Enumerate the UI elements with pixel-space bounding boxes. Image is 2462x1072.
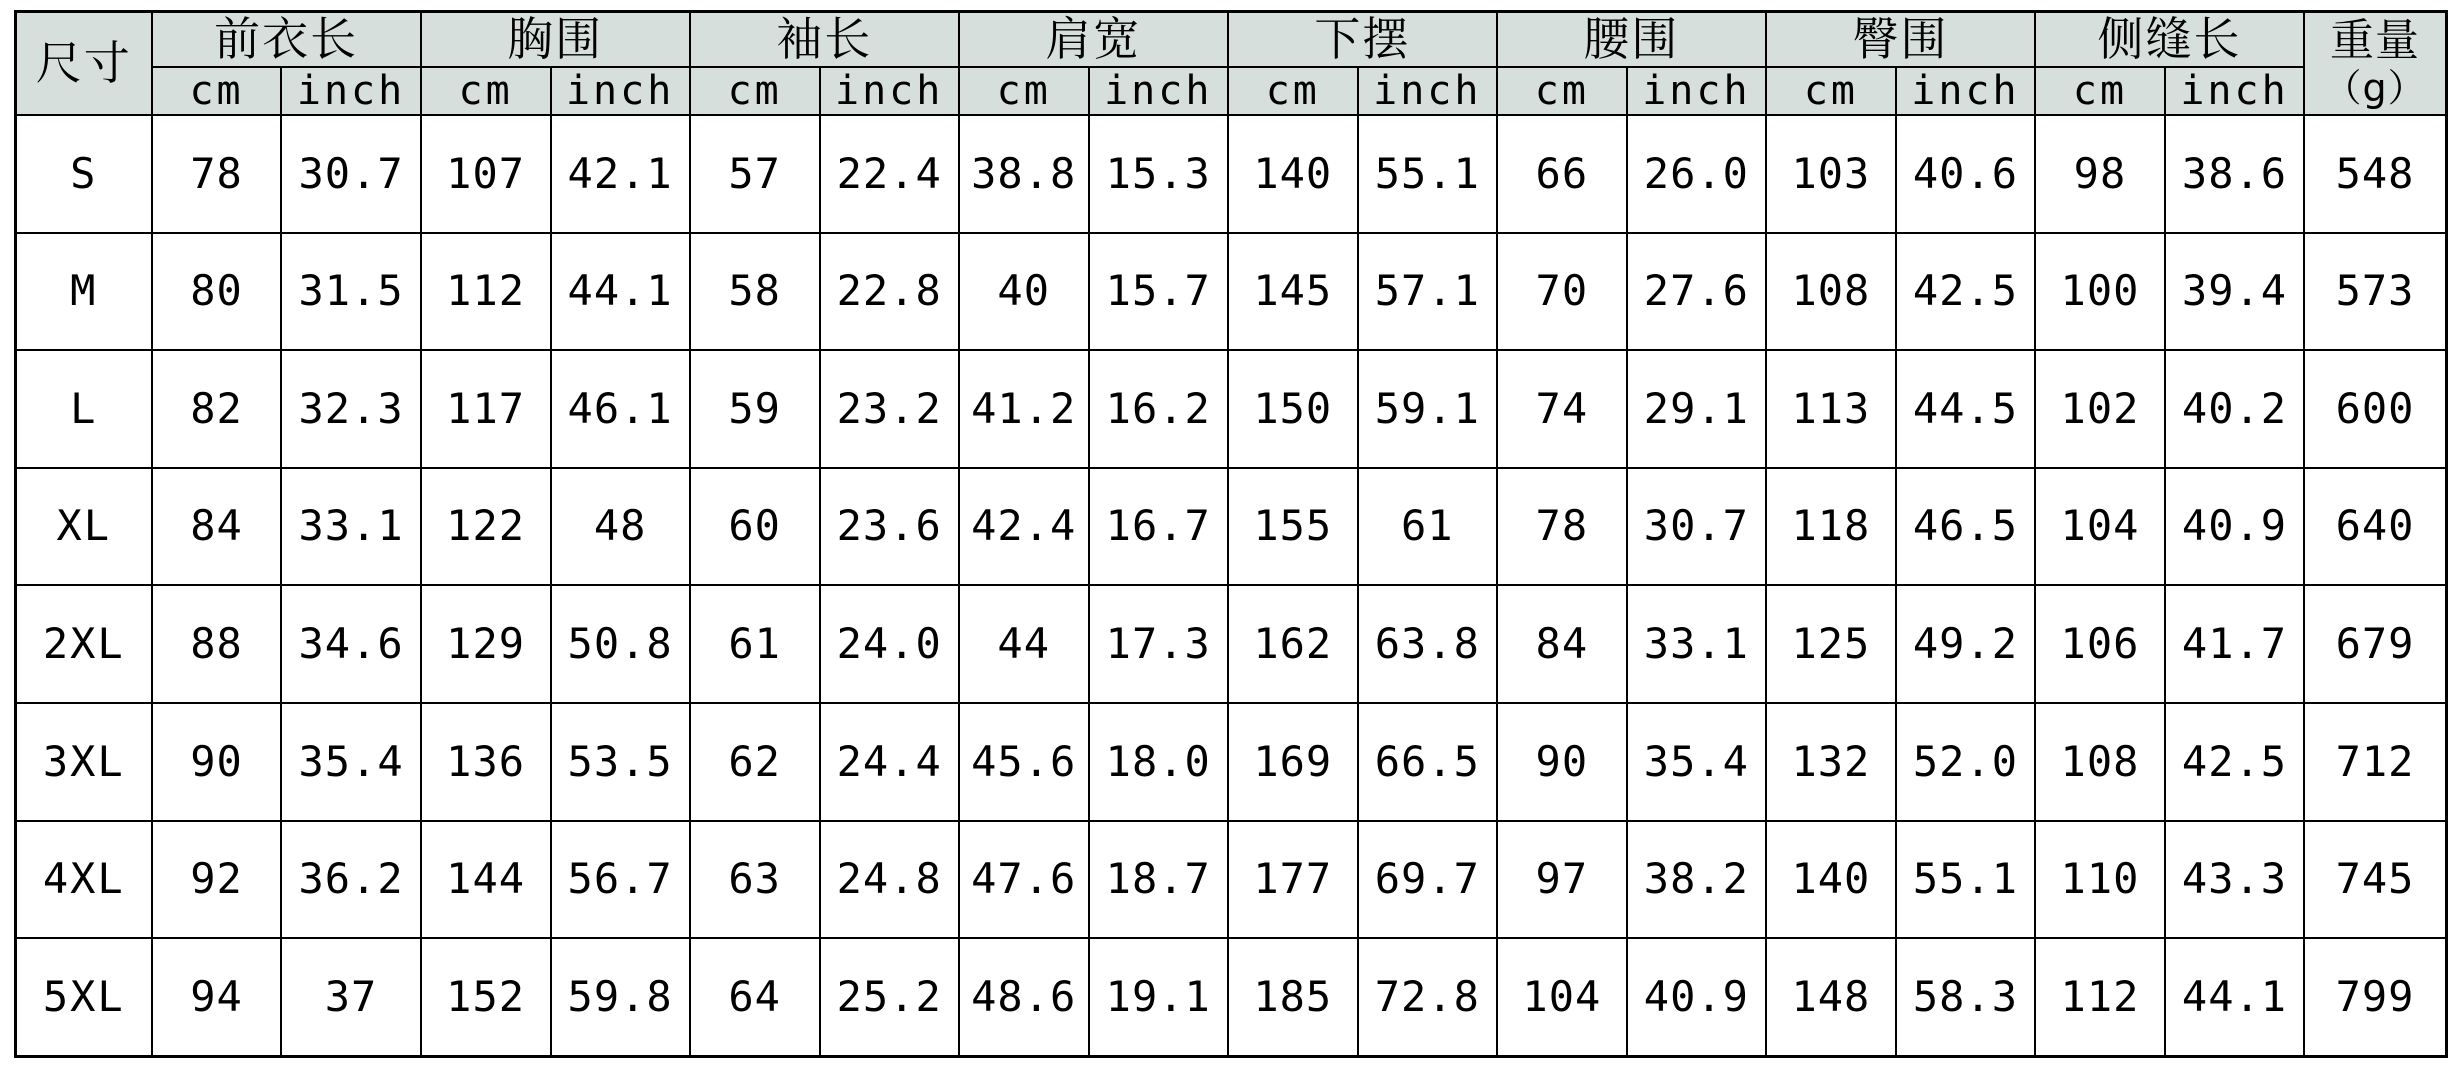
measurement-cell: 30.7 bbox=[1627, 468, 1766, 586]
unit-header-cm-3: cm bbox=[690, 67, 820, 115]
measurement-cell: 58 bbox=[690, 233, 820, 351]
measurement-cell: 69.7 bbox=[1358, 821, 1497, 939]
measurement-cell: 55.1 bbox=[1358, 115, 1497, 233]
unit-header-cm-7: cm bbox=[1766, 67, 1896, 115]
measurement-cell: 108 bbox=[1766, 233, 1896, 351]
measurement-cell: 56.7 bbox=[551, 821, 690, 939]
measurement-cell: 42.1 bbox=[551, 115, 690, 233]
measurement-cell: 103 bbox=[1766, 115, 1896, 233]
unit-header-cm-2: cm bbox=[421, 67, 551, 115]
unit-header-inch-2: inch bbox=[551, 67, 690, 115]
measurement-cell: 40.6 bbox=[1896, 115, 2035, 233]
weight-cell: 712 bbox=[2304, 703, 2446, 821]
size-label-cell: XL bbox=[16, 468, 152, 586]
table-row bbox=[16, 468, 2447, 586]
unit-header-cm-6: cm bbox=[1497, 67, 1627, 115]
measurement-cell: 57 bbox=[690, 115, 820, 233]
measurement-cell: 18.7 bbox=[1089, 821, 1228, 939]
size-label-cell: M bbox=[16, 233, 152, 351]
measurement-cell: 48 bbox=[551, 468, 690, 586]
measurement-cell: 106 bbox=[2035, 585, 2165, 703]
measurement-cell: 15.7 bbox=[1089, 233, 1228, 351]
unit-header-inch-8: inch bbox=[2165, 67, 2304, 115]
group-header-chest: 胸围 bbox=[421, 12, 690, 67]
measurement-cell: 25.2 bbox=[820, 938, 959, 1056]
weight-unit-label: （g） bbox=[2323, 65, 2427, 110]
measurement-cell: 36.2 bbox=[281, 821, 420, 939]
measurement-cell: 44.1 bbox=[2165, 938, 2304, 1056]
measurement-cell: 78 bbox=[152, 115, 282, 233]
measurement-cell: 41.7 bbox=[2165, 585, 2304, 703]
measurement-cell: 63 bbox=[690, 821, 820, 939]
measurement-cell: 145 bbox=[1228, 233, 1358, 351]
measurement-cell: 90 bbox=[152, 703, 282, 821]
unit-header-inch-7: inch bbox=[1896, 67, 2035, 115]
measurement-cell: 53.5 bbox=[551, 703, 690, 821]
measurement-cell: 42.4 bbox=[959, 468, 1089, 586]
measurement-cell: 48.6 bbox=[959, 938, 1089, 1056]
weight-cell: 679 bbox=[2304, 585, 2446, 703]
measurement-cell: 43.3 bbox=[2165, 821, 2304, 939]
measurement-cell: 110 bbox=[2035, 821, 2165, 939]
measurement-cell: 31.5 bbox=[281, 233, 420, 351]
measurement-cell: 38.2 bbox=[1627, 821, 1766, 939]
measurement-cell: 108 bbox=[2035, 703, 2165, 821]
measurement-cell: 58.3 bbox=[1896, 938, 2035, 1056]
measurement-cell: 84 bbox=[1497, 585, 1627, 703]
measurement-cell: 80 bbox=[152, 233, 282, 351]
size-label-cell: S bbox=[16, 115, 152, 233]
unit-header-inch-4: inch bbox=[1089, 67, 1228, 115]
measurement-cell: 35.4 bbox=[281, 703, 420, 821]
measurement-cell: 44.5 bbox=[1896, 350, 2035, 468]
measurement-cell: 113 bbox=[1766, 350, 1896, 468]
measurement-cell: 132 bbox=[1766, 703, 1896, 821]
measurement-cell: 61 bbox=[690, 585, 820, 703]
weight-label: 重量 bbox=[2330, 15, 2421, 67]
measurement-cell: 112 bbox=[2035, 938, 2165, 1056]
measurement-cell: 185 bbox=[1228, 938, 1358, 1056]
measurement-cell: 32.3 bbox=[281, 350, 420, 468]
measurement-cell: 40.9 bbox=[2165, 468, 2304, 586]
measurement-cell: 24.0 bbox=[820, 585, 959, 703]
size-label-cell: L bbox=[16, 350, 152, 468]
measurement-cell: 52.0 bbox=[1896, 703, 2035, 821]
unit-header-inch-6: inch bbox=[1627, 67, 1766, 115]
measurement-cell: 169 bbox=[1228, 703, 1358, 821]
measurement-cell: 104 bbox=[2035, 468, 2165, 586]
weight-cell: 745 bbox=[2304, 821, 2446, 939]
measurement-cell: 24.8 bbox=[820, 821, 959, 939]
measurement-cell: 148 bbox=[1766, 938, 1896, 1056]
table-row bbox=[16, 115, 2447, 233]
group-header-weight bbox=[2304, 12, 2446, 115]
measurement-cell: 47.6 bbox=[959, 821, 1089, 939]
table-body bbox=[16, 115, 2447, 1057]
measurement-cell: 41.2 bbox=[959, 350, 1089, 468]
weight-cell: 799 bbox=[2304, 938, 2446, 1056]
header-row-groups bbox=[16, 12, 2447, 67]
measurement-cell: 98 bbox=[2035, 115, 2165, 233]
weight-cell: 640 bbox=[2304, 468, 2446, 586]
measurement-cell: 136 bbox=[421, 703, 551, 821]
measurement-cell: 92 bbox=[152, 821, 282, 939]
table-header bbox=[16, 12, 2447, 115]
group-header-hip: 臀围 bbox=[1766, 12, 2035, 67]
measurement-cell: 62 bbox=[690, 703, 820, 821]
measurement-cell: 19.1 bbox=[1089, 938, 1228, 1056]
measurement-cell: 57.1 bbox=[1358, 233, 1497, 351]
measurement-cell: 44.1 bbox=[551, 233, 690, 351]
measurement-cell: 59.8 bbox=[551, 938, 690, 1056]
table-row bbox=[16, 350, 2447, 468]
measurement-cell: 152 bbox=[421, 938, 551, 1056]
measurement-cell: 82 bbox=[152, 350, 282, 468]
measurement-cell: 125 bbox=[1766, 585, 1896, 703]
table-row bbox=[16, 233, 2447, 351]
weight-cell: 600 bbox=[2304, 350, 2446, 468]
size-label-cell: 2XL bbox=[16, 585, 152, 703]
unit-header-inch-3: inch bbox=[820, 67, 959, 115]
measurement-cell: 38.8 bbox=[959, 115, 1089, 233]
group-header-hem: 下摆 bbox=[1228, 12, 1497, 67]
unit-header-cm-1: cm bbox=[152, 67, 282, 115]
measurement-cell: 30.7 bbox=[281, 115, 420, 233]
measurement-cell: 100 bbox=[2035, 233, 2165, 351]
unit-header-cm-4: cm bbox=[959, 67, 1089, 115]
measurement-cell: 129 bbox=[421, 585, 551, 703]
measurement-cell: 94 bbox=[152, 938, 282, 1056]
unit-header-cm-8: cm bbox=[2035, 67, 2165, 115]
measurement-cell: 63.8 bbox=[1358, 585, 1497, 703]
measurement-cell: 42.5 bbox=[1896, 233, 2035, 351]
measurement-cell: 55.1 bbox=[1896, 821, 2035, 939]
measurement-cell: 118 bbox=[1766, 468, 1896, 586]
measurement-cell: 150 bbox=[1228, 350, 1358, 468]
measurement-cell: 17.3 bbox=[1089, 585, 1228, 703]
size-chart-table bbox=[14, 10, 2448, 1058]
measurement-cell: 38.6 bbox=[2165, 115, 2304, 233]
measurement-cell: 104 bbox=[1497, 938, 1627, 1056]
measurement-cell: 88 bbox=[152, 585, 282, 703]
weight-cell: 573 bbox=[2304, 233, 2446, 351]
measurement-cell: 40.9 bbox=[1627, 938, 1766, 1056]
measurement-cell: 140 bbox=[1766, 821, 1896, 939]
measurement-cell: 59 bbox=[690, 350, 820, 468]
measurement-cell: 72.8 bbox=[1358, 938, 1497, 1056]
measurement-cell: 35.4 bbox=[1627, 703, 1766, 821]
measurement-cell: 78 bbox=[1497, 468, 1627, 586]
measurement-cell: 16.2 bbox=[1089, 350, 1228, 468]
measurement-cell: 144 bbox=[421, 821, 551, 939]
measurement-cell: 33.1 bbox=[281, 468, 420, 586]
measurement-cell: 66 bbox=[1497, 115, 1627, 233]
measurement-cell: 84 bbox=[152, 468, 282, 586]
measurement-cell: 112 bbox=[421, 233, 551, 351]
measurement-cell: 50.8 bbox=[551, 585, 690, 703]
measurement-cell: 122 bbox=[421, 468, 551, 586]
group-header-waist: 腰围 bbox=[1497, 12, 1766, 67]
measurement-cell: 23.6 bbox=[820, 468, 959, 586]
measurement-cell: 44 bbox=[959, 585, 1089, 703]
measurement-cell: 34.6 bbox=[281, 585, 420, 703]
table-row bbox=[16, 821, 2447, 939]
measurement-cell: 162 bbox=[1228, 585, 1358, 703]
header-row-units bbox=[16, 67, 2447, 115]
measurement-cell: 155 bbox=[1228, 468, 1358, 586]
measurement-cell: 107 bbox=[421, 115, 551, 233]
measurement-cell: 16.7 bbox=[1089, 468, 1228, 586]
measurement-cell: 140 bbox=[1228, 115, 1358, 233]
group-header-sleeve-length: 袖长 bbox=[690, 12, 959, 67]
measurement-cell: 59.1 bbox=[1358, 350, 1497, 468]
measurement-cell: 23.2 bbox=[820, 350, 959, 468]
measurement-cell: 102 bbox=[2035, 350, 2165, 468]
size-label-cell: 3XL bbox=[16, 703, 152, 821]
measurement-cell: 15.3 bbox=[1089, 115, 1228, 233]
measurement-cell: 26.0 bbox=[1627, 115, 1766, 233]
measurement-cell: 24.4 bbox=[820, 703, 959, 821]
corner-size-label: 尺寸 bbox=[16, 12, 152, 115]
table-row bbox=[16, 938, 2447, 1056]
unit-header-inch-1: inch bbox=[281, 67, 420, 115]
group-header-side-seam-length: 侧缝长 bbox=[2035, 12, 2304, 67]
measurement-cell: 22.8 bbox=[820, 233, 959, 351]
measurement-cell: 27.6 bbox=[1627, 233, 1766, 351]
measurement-cell: 97 bbox=[1497, 821, 1627, 939]
measurement-cell: 49.2 bbox=[1896, 585, 2035, 703]
weight-cell: 548 bbox=[2304, 115, 2446, 233]
table-row bbox=[16, 703, 2447, 821]
measurement-cell: 18.0 bbox=[1089, 703, 1228, 821]
measurement-cell: 42.5 bbox=[2165, 703, 2304, 821]
table-row bbox=[16, 585, 2447, 703]
size-label-cell: 5XL bbox=[16, 938, 152, 1056]
measurement-cell: 177 bbox=[1228, 821, 1358, 939]
measurement-cell: 74 bbox=[1497, 350, 1627, 468]
group-header-shoulder-width: 肩宽 bbox=[959, 12, 1228, 67]
measurement-cell: 37 bbox=[281, 938, 420, 1056]
size-label-cell: 4XL bbox=[16, 821, 152, 939]
measurement-cell: 40 bbox=[959, 233, 1089, 351]
measurement-cell: 64 bbox=[690, 938, 820, 1056]
measurement-cell: 39.4 bbox=[2165, 233, 2304, 351]
measurement-cell: 46.1 bbox=[551, 350, 690, 468]
measurement-cell: 40.2 bbox=[2165, 350, 2304, 468]
measurement-cell: 46.5 bbox=[1896, 468, 2035, 586]
unit-header-inch-5: inch bbox=[1358, 67, 1497, 115]
group-header-front-length: 前衣长 bbox=[152, 12, 421, 67]
measurement-cell: 45.6 bbox=[959, 703, 1089, 821]
measurement-cell: 117 bbox=[421, 350, 551, 468]
measurement-cell: 22.4 bbox=[820, 115, 959, 233]
measurement-cell: 66.5 bbox=[1358, 703, 1497, 821]
measurement-cell: 61 bbox=[1358, 468, 1497, 586]
unit-header-cm-5: cm bbox=[1228, 67, 1358, 115]
measurement-cell: 33.1 bbox=[1627, 585, 1766, 703]
measurement-cell: 60 bbox=[690, 468, 820, 586]
measurement-cell: 29.1 bbox=[1627, 350, 1766, 468]
measurement-cell: 70 bbox=[1497, 233, 1627, 351]
measurement-cell: 90 bbox=[1497, 703, 1627, 821]
